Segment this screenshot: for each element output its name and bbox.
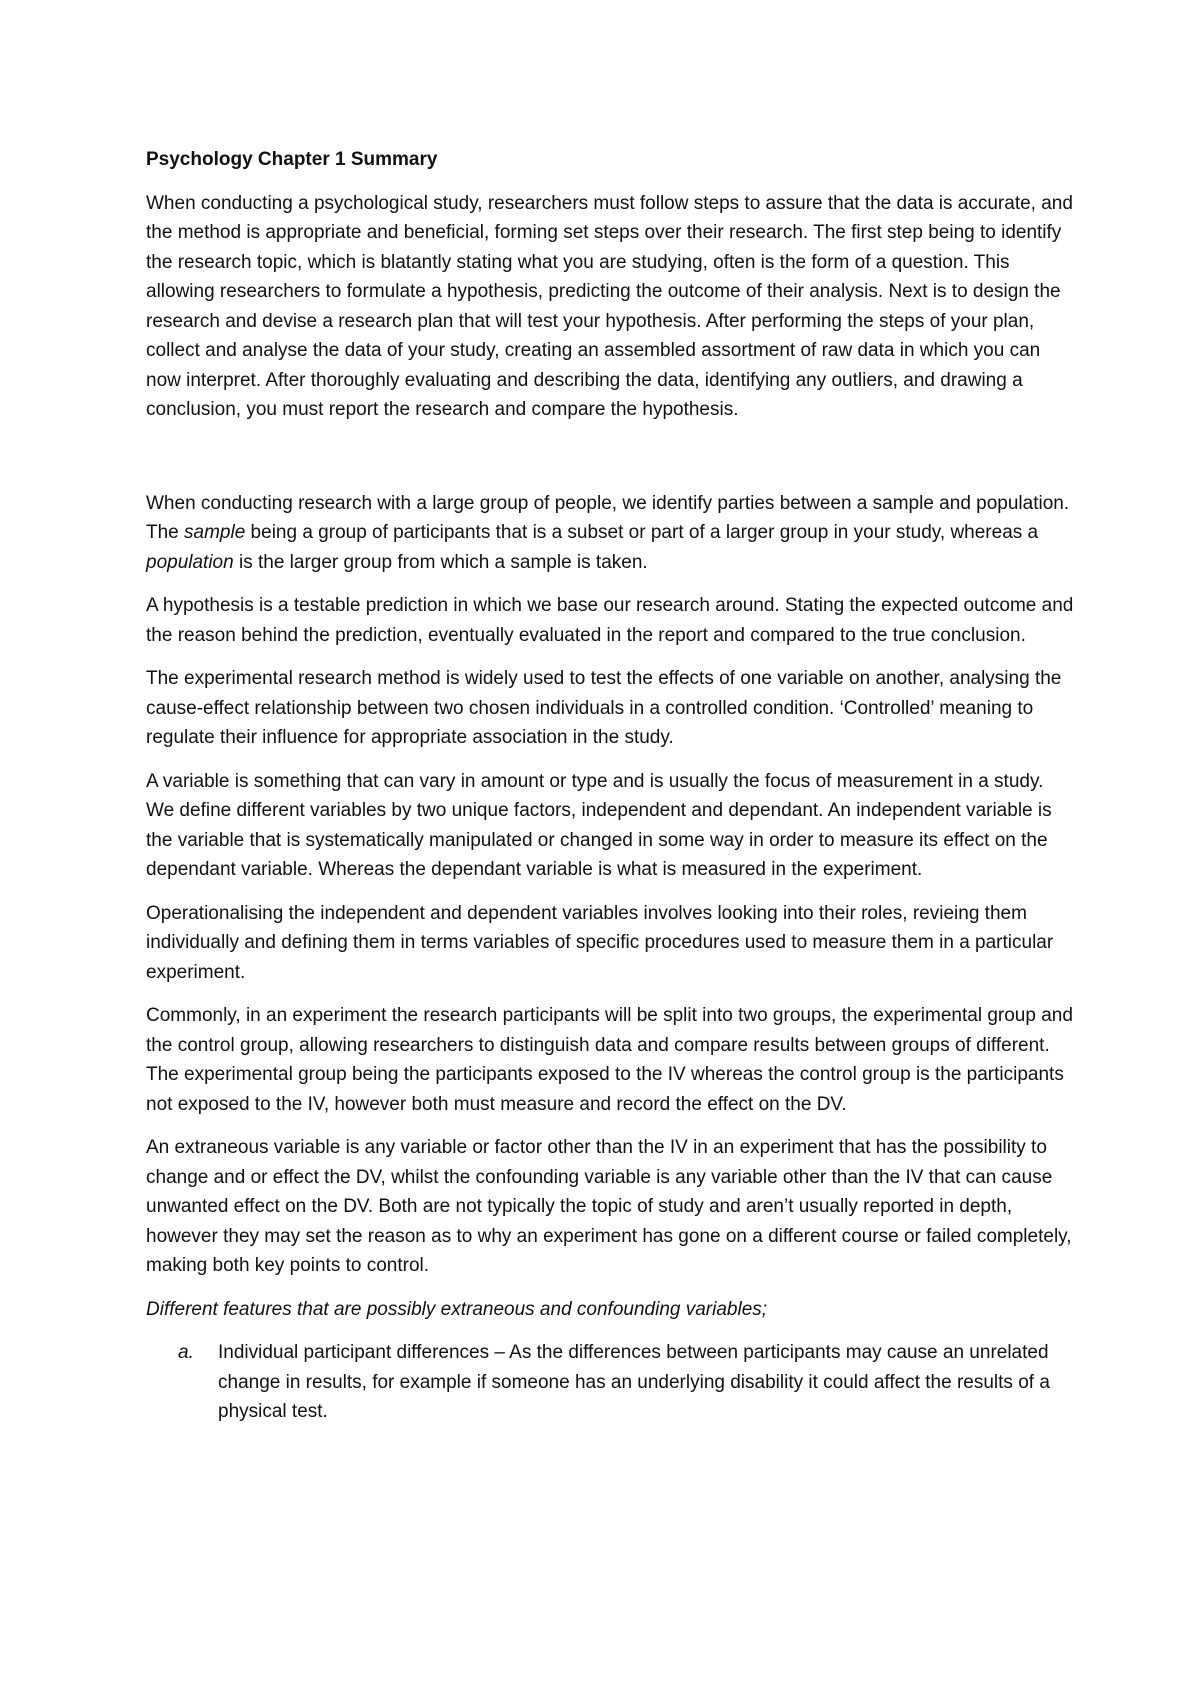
term-population: population <box>146 551 234 573</box>
paragraph-text: being a group of participants that is a subset or part of a larger group in your study, whereas a <box>245 522 1039 543</box>
paragraph-hypothesis: A hypothesis is a testable prediction in which we base our research around. Stating the expected outcome and the reason behind the prediction, eventually evaluated in the report and compared to the true conclusion. <box>146 595 1074 646</box>
list-item-text: Individual participant differences – As the differences between participants may cause an unrelated change in results, for example if someone has an underlying disability it could affect the results of a physical test. <box>218 1342 1050 1422</box>
paragraph-groups: Commonly, in an experiment the research participants will be split into two groups, the experimental group and the control group, allowing researchers to distinguish data and compare results between groups of different. The experimental group being the participants exposed to the IV whereas the control group is the participants not exposed to the IV, however both must measure and record the effect on the DV. <box>146 1005 1073 1115</box>
paragraph-research-steps: When conducting a psychological study, researchers must follow steps to assure that the data is accurate, and the method is appropriate and beneficial, forming set steps over their research. The first step being to identify the research topic, which is blatantly stating what you are studying, often is the form of a question. This allowing researchers to formulate a hypothesis, predicting the outcome of their analysis. Next is to design the research and devise a research plan that will test your hypothesis. After performing the steps of your plan, collect and analyse the data of your study, creating an assembled assortment of raw data in which you can now interpret. After thoroughly evaluating and describing the data, identifying any outliers, and drawing a conclusion, you must report the research and compare the hypothesis. <box>146 192 1073 420</box>
paragraph-extraneous-confounding: An extraneous variable is any variable or factor other than the IV in an experiment that has the possibility to change and or effect the DV, whilst the confounding variable is any variable other than the IV that can cause unwanted effect on the DV. Both are not typically the topic of study and aren’t usually reported in depth, however they may set the reason as to why an experiment has gone on a different course or failed completely, making both key points to control. <box>146 1137 1072 1276</box>
paragraph-operationalising: Operationalising the independent and dependent variables involves looking into their roles, revieing them individually and defining them in terms variables of specific procedures used to measure them in a particular experiment. <box>146 902 1054 983</box>
paragraph-text: is the larger group from which a sample is taken. <box>233 551 648 573</box>
term-sample: sample <box>184 522 246 543</box>
paragraph-experimental-method: The experimental research method is widely used to test the effects of one variable on another, analysing the cause-effect relationship between two chosen individuals in a controlled condition. ‘Controlled’ meaning to regulate their influence for appropriate association in the study. <box>146 668 1062 748</box>
paragraph-variables: A variable is something that can vary in amount or type and is usually the focus of measurement in a study. We define different variables by two unique factors, independent and dependant. An independent variable is the variable that is systematically manipulated or changed in some way in order to measure its effect on the dependant variable. Whereas the dependant variable is what is measured in the experiment. <box>146 770 1052 880</box>
list-item <box>146 1338 1076 1427</box>
list-marker: a. <box>178 1342 194 1363</box>
paragraph-text: When conducting research with a large group of people, we identify parties between a sample and population. The <box>146 492 1070 543</box>
document-body <box>146 145 1076 1427</box>
list-heading: Different features that are possibly extraneous and confounding variables; <box>146 1298 768 1320</box>
paragraph-sample-population <box>146 489 1076 578</box>
document-title: Psychology Chapter 1 Summary <box>146 149 438 170</box>
